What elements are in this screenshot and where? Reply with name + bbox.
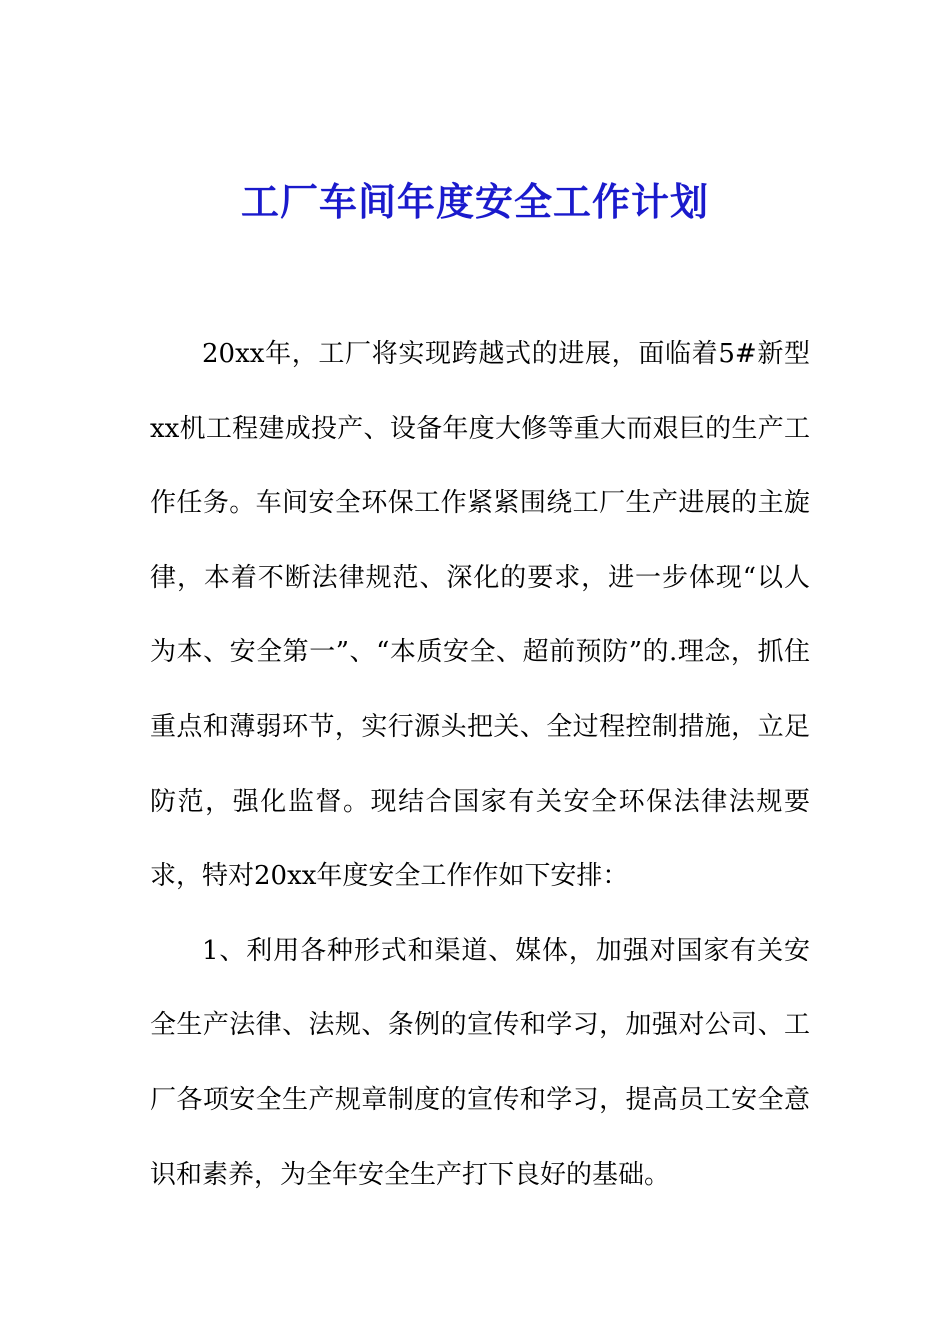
document-title: 工厂车间年度安全工作计划 bbox=[240, 179, 709, 224]
intro-paragraph: 20xx年，工厂将实现跨越式的进展，面临着5#新型xx机工程建成投产、设备年度大修等重大而艰巨的生产工作任务。车间安全环保工作紧紧围绕工厂生产进展的主旋律，本着不断法律规范、深化的要求，进一步体现“以人为本、安全第一”、“本质安全、超前预防”的.理念，抓住重点和薄弱环节，实行源头把关、全过程控制措施，立足防范，强化监督。现结合国家有关安全环保法律法规要求，特对20xx年度安全工作作如下安排： bbox=[150, 339, 810, 892]
document-body bbox=[150, 317, 810, 1212]
item-1-paragraph: 1、利用各种形式和渠道、媒体，加强对国家有关安全生产法律、法规、条例的宣传和学习，加强对公司、工厂各项安全生产规章制度的宣传和学习，提高员工安全意识和素养，为全年安全生产打下良好的基础。 bbox=[150, 935, 810, 1190]
